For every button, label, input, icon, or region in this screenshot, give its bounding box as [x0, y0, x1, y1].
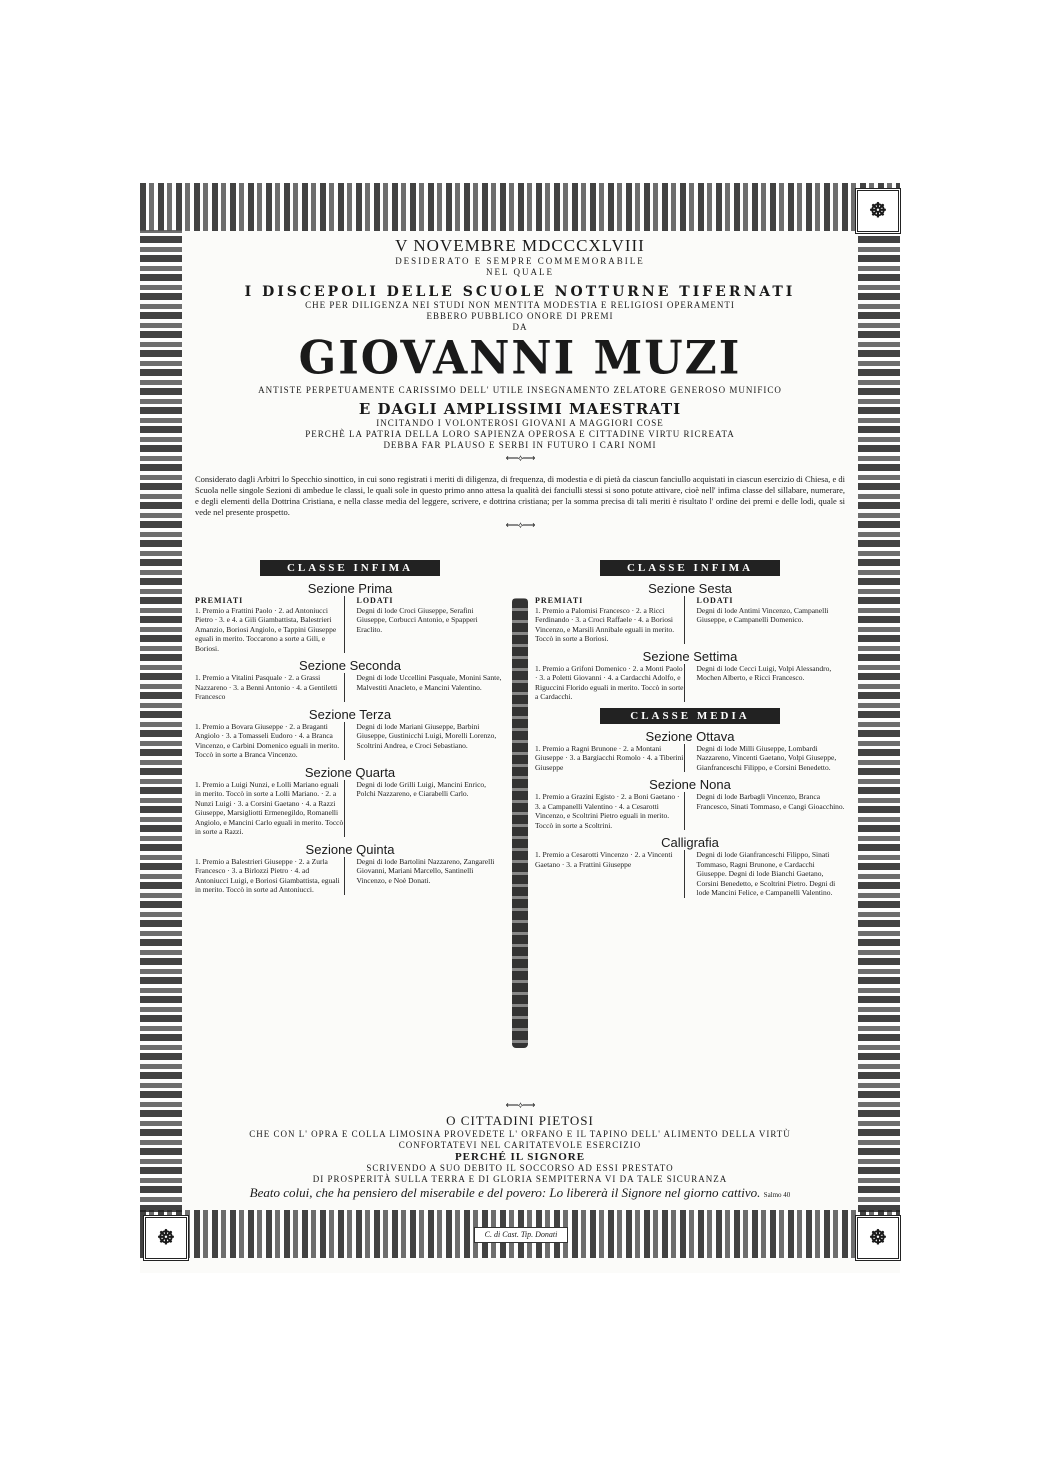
- intro-paragraph: Considerato dagli Arbitri lo Specchio sinottico, in cui sono registrati i meriti di diligenza, di frequenza, di modestia e di pietà da ciascun fanciullo acquistati in ciascun esercizio di Chiesa, e di Scuola nelle singole Sezioni di ambedue le classi, le quali sole in questo primo anno attesa la qualità dei fanciulli stessi si sono potute attivare, cioè nell' infima classe del sillabare, numerare, e degli elementi della Dottrina Cristiana, e nella classe media del leggere, scrivere, e dottrina cristiana; per la somma precisa di tali meriti è risultato l' ordine dei premi e delle lodi, quale si vede nel presente prospetto.: [195, 474, 845, 517]
- class-badge: CLASSE INFIMA: [260, 560, 440, 576]
- header-line: PERCHÈ LA PATRIA DELLA LORO SAPIENZA OPEROSA E CITTADINE VIRTU RICREATA: [305, 429, 735, 439]
- section-block: [535, 835, 845, 898]
- lodati-text: Degni di lode Bartolini Nazzareno, Zangarelli Giovanni, Mariani Marcello, Santinelli Vincenzo, e Noè Donati.: [344, 857, 506, 895]
- section-title: Calligrafia: [661, 835, 719, 850]
- premiati-text: 1. Premio a Bovara Giuseppe · 2. a Braganti Angiolo · 3. a Tomasseli Eudoro · 4. a Branca Vincenzo, e Carbini Domenico eguali in merito. Toccò in sorte a Branca Vincenzo.: [195, 721, 340, 759]
- corner-ornament-icon: ☸: [143, 1215, 189, 1261]
- lodati-text: Degni di lode Milli Giuseppe, Lombardi Nazzareno, Vincenti Gaetano, Volpi Giuseppe, Gianfranceschi Filippo, e Corsini Benedetto.: [684, 744, 846, 773]
- premiati-text: 1. Premio a Grazini Egisto · 2. a Boni Gaetano · 3. a Campanelli Valentino · 4. a Cesarotti Vincenzo, e Scoltrini Pietro eguali in merito. Toccò in sorte a Scoltrini.: [535, 792, 680, 830]
- footer-line: DI PROSPERITÀ SULLA TERRA E DI GLORIA SEMPITERNA VI DA TALE SICURANZA: [312, 1174, 728, 1184]
- section-title: Sezione Seconda: [299, 658, 401, 673]
- section-title: Sezione Settima: [642, 648, 738, 664]
- left-column: [195, 560, 505, 895]
- section-title: Sezione Sesta: [648, 581, 732, 596]
- header-line: E DAGLI AMPLISSIMI MAESTRATI: [358, 400, 682, 418]
- corner-ornament-icon: ☸: [855, 1215, 901, 1261]
- footer-line: PERCHÉ IL SIGNORE: [454, 1151, 586, 1163]
- header-line: INCITANDO I VOLONTEROSI GIOVANI A MAGGIORI COSE: [376, 418, 664, 428]
- section-block: [535, 649, 845, 702]
- divider-ornament: ⟵⟡⟶: [505, 453, 535, 463]
- premiati-text: 1. Premio a Balestrieri Giuseppe · 2. a Zurla Francesco · 3. a Birlozzi Pietro · 4. ad Antoniucci Luigi, e Boriosi Giambattista, eguali in merito. Toccò in sorte ad Antoniucci.: [195, 856, 340, 894]
- ornamental-border-right: [858, 230, 900, 1212]
- lodati-label: LODATI: [696, 596, 734, 605]
- header-block: [195, 230, 845, 533]
- psalm-quote: [200, 1185, 840, 1201]
- section-block: [195, 658, 505, 702]
- lodati-text: Degni di lode Grilli Luigi, Mancini Enrico, Polchi Nazzareno, e Ciarabelli Carlo.: [344, 780, 506, 837]
- premiati-text: 1. Premio a Palomisi Francesco · 2. a Ricci Ferdinando · 3. a Croci Raffaele · 4. a Boriosi Vincenzo, e Marsili Annibale eguali in merito. Toccò in sorte a Boriosi.: [535, 605, 675, 643]
- footer-line: SCRIVENDO A SUO DEBITO IL SOCCORSO AD ESSI PRESTATO: [366, 1163, 674, 1173]
- class-badge: CLASSE INFIMA: [600, 560, 780, 576]
- premiati-text: 1. Premio a Vitalini Pasquale · 2. a Grassi Nazzareno · 3. a Benni Antonio · 4. a Gentiletti Francesco: [195, 673, 338, 701]
- psalm-ref: Salmo 40: [763, 1191, 791, 1199]
- lodati-text: Degni di lode Barbagli Vincenzo, Branca Francesco, Sinati Tommaso, e Cangi Gioacchino.: [684, 792, 846, 830]
- premiati-label: PREMIATI: [535, 596, 584, 605]
- ornamental-border-left: [140, 230, 182, 1212]
- footer-block: [195, 1098, 845, 1185]
- premiati-text: 1. Premio a Luigi Nunzi, e Lolli Mariano eguali in merito. Toccò in sorte a Lolli Mariano. · 2. a Nunzi Luigi · 3. a Corsini Gaetano · 4. a Razzi Giuseppe, Marsigliotti Ermenegildo, Romanelli Angiolo, e Mancini Carlo eguali in merito. Toccò in sorte a Razzi.: [195, 779, 344, 836]
- awards-columns: [195, 560, 845, 1060]
- lodati-text: Degni di lode Croci Giuseppe, Serafini Giuseppe, Corbucci Antonio, e Spapperi Eraclito.: [356, 605, 478, 634]
- honoree-name: GIOVANNI MUZI: [298, 331, 742, 386]
- premiati-text: 1. Premio a Cesarotti Vincenzo · 2. a Vincenti Gaetano · 3. a Frattini Giuseppe: [535, 850, 673, 869]
- premiati-text: 1. Premio a Frattini Paolo · 2. ad Antoniucci Pietro · 3. e 4. a Gili Giambattista, Balestrieri Amanzio, Boriosi Angiolo, e Tappini Giuseppe eguali in merito. Toccarono a sorte a Gili, e Boriosi.: [195, 605, 337, 653]
- footer-line: O CITTADINI PIETOSI: [446, 1113, 594, 1128]
- corner-ornament-icon: ☸: [855, 188, 901, 234]
- header-line: EBBERO PUBBLICO ONORE DI PREMI: [426, 311, 614, 321]
- header-line: CHE PER DILIGENZA NEI STUDI NON MENTITA MODESTIA E RELIGIOSI OPERAMENTI: [305, 300, 735, 310]
- header-line: NEL QUALE: [486, 267, 554, 277]
- section-block: [195, 765, 505, 837]
- ornamental-border-top: [140, 183, 900, 231]
- section-block: [535, 729, 845, 773]
- header-line: I DISCEPOLI DELLE SCUOLE NOTTURNE TIFERNATI: [244, 284, 796, 300]
- printer-mark: C. di Cast. Tip. Donati: [474, 1227, 568, 1243]
- footer-line: CONFORTATEVI NEL CARITATEVOLE ESERCIZIO: [398, 1140, 642, 1150]
- header-line: DA: [512, 322, 528, 332]
- header-line: DEBBA FAR PLAUSO E SERBI IN FUTURO I CARI NOMI: [383, 440, 657, 450]
- premiati-text: 1. Premio a Ragni Brunone · 2. a Montani Giuseppe · 3. a Bargiacchi Romolo · 4. a Tiberini Giuseppe: [535, 743, 684, 772]
- footer-line: CHE CON L' OPRA E COLLA LIMOSINA PROVEDETE L' ORFANO E IL TAPINO DELL' ALIMENTO DELLA VIRTÙ: [249, 1129, 791, 1139]
- section-block: [195, 707, 505, 760]
- lodati-text: Degni di lode Cecci Luigi, Volpi Alessandro, Mochen Alberto, e Ricci Francesco.: [684, 664, 846, 702]
- lodati-label: LODATI: [356, 596, 394, 605]
- lodati-text: Degni di lode Antimi Vincenzo, Campanelli Giuseppe, e Campanelli Domenico.: [696, 605, 829, 624]
- section-block: [195, 842, 505, 895]
- header-line: DESIDERATO E SEMPRE COMMEMORABILE: [395, 256, 645, 266]
- lodati-text: Degni di lode Uccellini Pasquale, Monini Sante, Malvestiti Anacleto, e Mancini Valentino.: [344, 673, 506, 702]
- section-block: [195, 581, 505, 653]
- header-line: ANTISTE PERPETUAMENTE CARISSIMO DELL' UTILE INSEGNAMENTO ZELATORE GENEROSO MUNIFICO: [258, 385, 782, 395]
- quote-text: Beato colui, che ha pensiero del miserabile e del povero: Lo libererà il Signore nel giorno cattivo.: [249, 1185, 761, 1200]
- section-title: Sezione Ottava: [645, 728, 735, 744]
- divider-ornament: ⟵⟡⟶: [505, 1100, 535, 1110]
- section-block: [535, 581, 845, 644]
- section-title: Sezione Nona: [649, 777, 731, 792]
- class-badge: CLASSE MEDIA: [600, 708, 780, 724]
- lodati-text: Degni di lode Gianfranceschi Filippo, Sinati Tommaso, Ragni Brunone, e Cardacchi Giuseppe. Degni di lode Bianchi Gaetano, Corsini Benedetto, e Scoltrini Pietro. Degni di lode Mancini Felice, e Campanelli Valentino.: [684, 850, 846, 898]
- lodati-text: Degni di lode Mariani Giuseppe, Barbini Giuseppe, Gustinicchi Luigi, Morelli Lorenzo, Scoltrini Andrea, e Croci Sebastiano.: [344, 722, 506, 760]
- section-block: [535, 777, 845, 830]
- date-heading: V NOVEMBRE MDCCCXLVIII: [395, 236, 645, 255]
- right-column: [535, 560, 845, 898]
- section-title: Sezione Quinta: [305, 841, 395, 857]
- premiati-text: 1. Premio a Grifoni Domenico · 2. a Monti Paolo · 3. a Poletti Giovanni · 4. a Cardacchi Adolfo, e Riguccini Florido eguali in merito. Toccò in sorte a Cardacchi.: [535, 663, 684, 701]
- section-title: Sezione Terza: [308, 706, 392, 722]
- divider-ornament: ⟵⟡⟶: [505, 520, 535, 530]
- section-title: Sezione Prima: [307, 581, 393, 596]
- premiati-label: PREMIATI: [195, 596, 244, 605]
- section-title: Sezione Quarta: [304, 764, 396, 780]
